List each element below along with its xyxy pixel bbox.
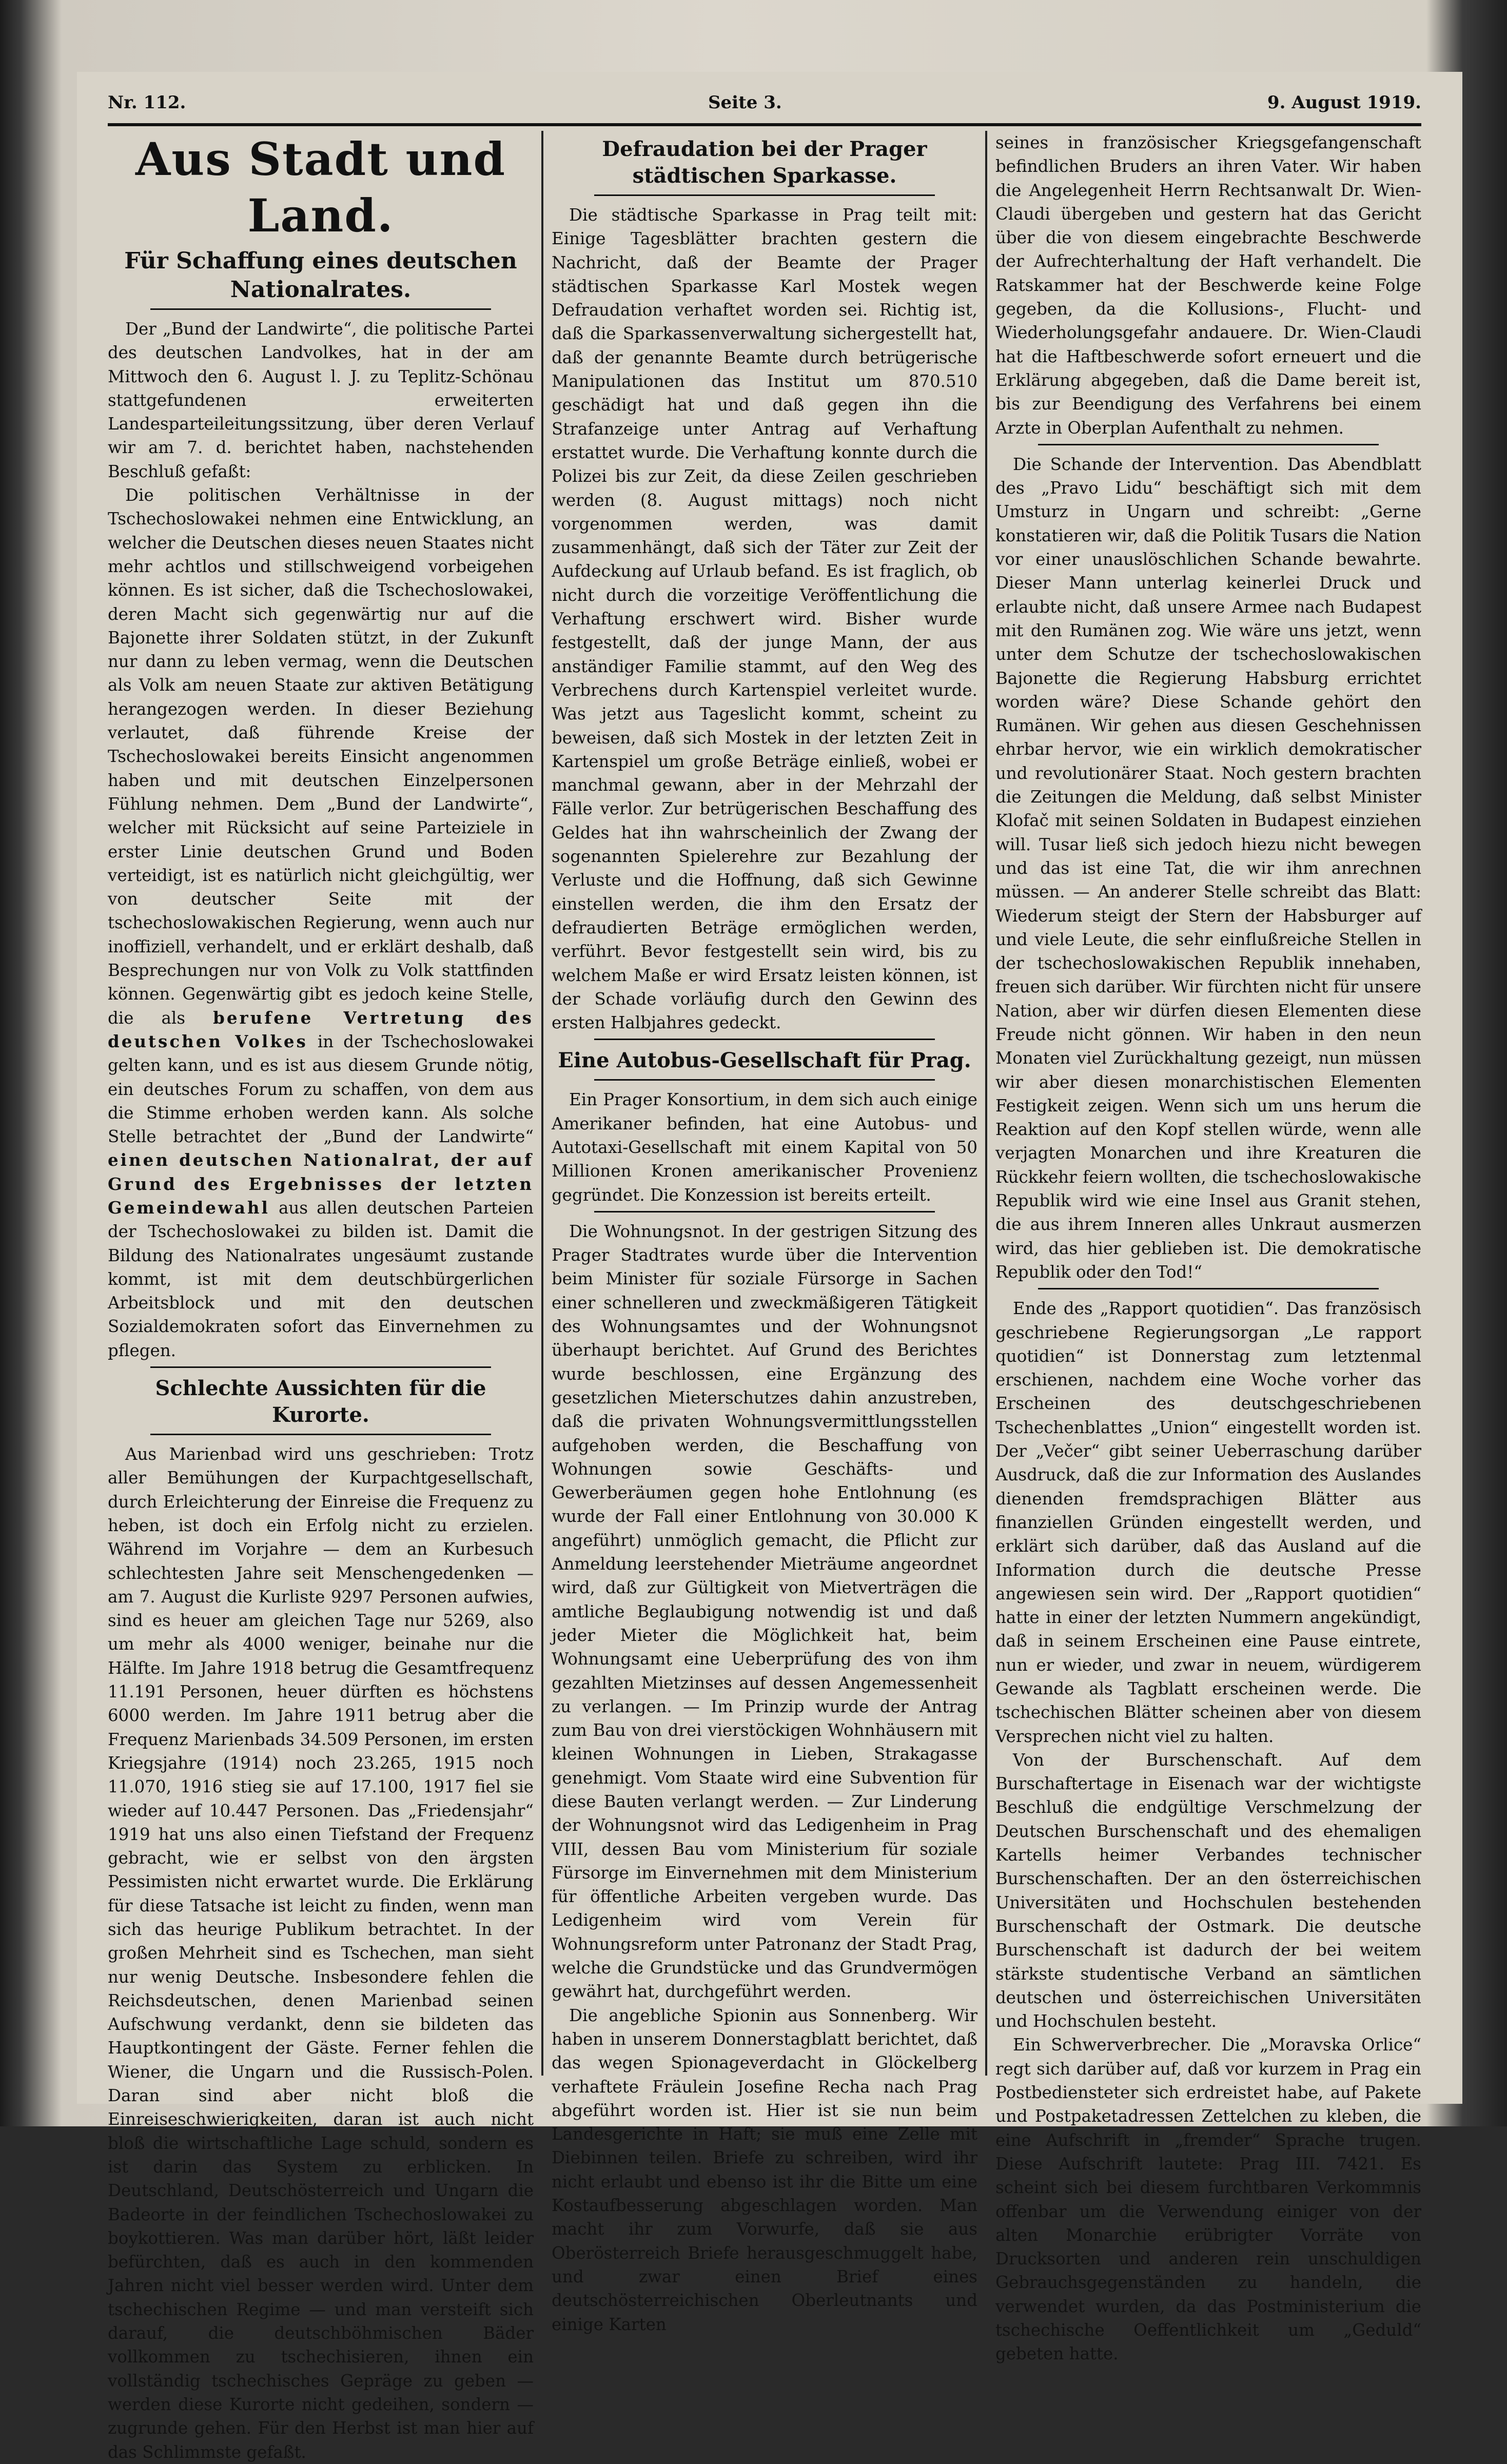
newspaper-page: [77, 72, 1462, 2462]
article-headline-kurorte: Schlechte Aussichten für die Kurorte.: [155, 1376, 486, 1427]
separator: [594, 194, 935, 196]
separator: [1038, 1288, 1379, 1289]
column-3: [995, 131, 1421, 2364]
separator: [594, 1039, 935, 1040]
article-paragraph: Von der Burschenschaft. Auf dem Burschaftertage in Eisenach war der wichtigste Beschluß die endgültige Verschmelzung der Deutschen Burschenschaft und des ehemaligen Kartells heimer Verbandes technischer Burschenschaften. Der an den österreichischen Universitäten und Hochschulen bestehenden Burschenschaft der Ostmark. Die deutsche Burschenschaft ist dadurch der bei weitem stärkste studentische Verband an sämtlichen deutschen und österreichischen Universitäten und Hochschulen besteht.: [995, 1750, 1421, 2031]
column-1: [108, 131, 534, 2462]
article-headline-autobus: Eine Autobus-Gesellschaft für Prag.: [558, 1048, 971, 1073]
section-title: Aus Stadt und Land.: [135, 132, 506, 242]
separator: [150, 308, 491, 310]
article-paragraph: Ein Prager Konsortium, in dem sich auch einige Amerikaner befinden, hat eine Autobus- und Autotaxi-Gesellschaft mit einem Kapital von 50 Millionen Kronen amerikanischer Provenienz gegründet. Die Konzession ist bereits erteilt.: [552, 1090, 977, 1205]
article-paragraph: Ende des „Rapport quotidien“. Das französisch geschriebene Regierungsorgan „Le rapport quotidien“ ist Donnerstag zum letztenmal erschienen, nachdem eine Woche vorher das Erscheinen des deutschgeschriebenen Tschechenblattes „Union“ eingestellt worden ist. Der „Večer“ gibt seiner Ueberraschung darüber Ausdruck, daß die zur Information des Auslandes dienenden fremdsprachigen Blätter aus finanziellen Gründen eingestellt werden, und erklärt sich darüber, daß das Ausland auf die Information durch die deutsche Presse angewiesen sein wird. Der „Rapport quotidien“ hatte in einer der letzten Nummern angekündigt, daß in seinem Erscheinen eine Pause eintrete, nun er wieder, und zwar in neuem, würdigerem Gewande als Tagblatt erscheinen werde. Die tschechischen Blätter scheinen aber von diesem Versprechen nicht viel zu halten.: [995, 1299, 1421, 1746]
issue-date: 9. August 1919.: [1267, 92, 1421, 113]
separator: [594, 1211, 935, 1213]
text-run: in der Tschechoslowakei gelten kann, und es ist aus diesem Grunde nötig, ein deutsches Forum zu schaffen, von dem aus die Stimme erhoben werden kann. Als solche Stelle betrachtet der „Bund der Landwirte“: [108, 1031, 534, 1147]
issue-number: Nr. 112.: [108, 92, 186, 113]
page-number: Seite 3.: [708, 92, 782, 113]
header-rule: [108, 123, 1421, 126]
text-run: Die politischen Verhältnisse in der Tschechoslowakei nehmen eine Entwicklung, an welcher die Deutschen dieses neuen Staates nicht mehr achtlos und stillschweigend vorbeigehen können. Es ist sicher, daß die Tschechoslowakei, deren Macht sich gegenwärtig nur auf die Bajonette ihrer Soldaten stützt, in der Zukunft nur dann zu leben vermag, wenn die Deutschen als Volk am neuen Staate zur aktiven Betätigung herangezogen werden. In dieser Beziehung verlautet, daß führende Kreise der Tschechoslowakei bereits Einsicht angenommen haben und mit deutschen Einzelpersonen Fühlung nehmen. Dem „Bund der Landwirte“, welcher mit Rücksicht auf seine Parteiziele in erster Linie deutschen Grund und Boden verteidigt, ist es natürlich nicht gleichgültig, wer von deutscher Seite mit der tschechoslowakischen Regierung, wenn auch nur inoffiziell, verhandelt, und er erklärt deshalb, daß Besprechungen nur von Volk zu Volk stattfinden können. Gegenwärtig gibt es jedoch keine Stelle, die als: [108, 485, 534, 1028]
separator: [150, 1366, 491, 1368]
article-paragraph: [108, 483, 534, 1362]
article-headline-defraudation: Defraudation bei der Prager städtischen Sparkasse.: [602, 137, 927, 188]
article-headline-nationalrat: Für Schaffung eines deutschen Nationalrates.: [124, 248, 517, 303]
article-paragraph: Die städtische Sparkasse in Prag teilt mit: Einige Tagesblätter brachten gestern die Nachricht, daß der Beamte der Prager städtischen Sparkasse Karl Mostek wegen Defraudation verhaftet worden sei. Richtig ist, daß die Sparkassenverwaltung sichergestellt hat, daß der genannte Beamte durch betrügerische Manipulationen das Institut um 870.510 geschädigt hat und daß gegen ihn die Strafanzeige unter Antrag auf Verhaftung erstattet wurde. Die Verhaftung konnte durch die Polizei bis zur Zeit, da diese Zeilen geschrieben werden (8. August mittags) noch nicht vorgenommen werden, was damit zusammenhängt, daß sich der Täter zur Zeit der Aufdeckung auf Urlaub befand. Es ist fraglich, ob nicht durch die vorzeitige Veröffentlichung die Verhaftung erschwert wird. Bisher wurde festgestellt, daß der junge Mann, der aus anständiger Familie stammt, auf den Weg des Verbrechens durch Kartenspiel verleitet wurde. Was jetzt aus Tageslicht kommt, scheint zu beweisen, daß sich Mostek in der letzten Zeit in Kartenspiel um große Beträge einließ, wobei er manchmal gewann, aber in der Mehrzahl der Fälle verlor. Zur betrügerischen Beschaffung des Geldes hat ihn wahrscheinlich der Zwang der sogenannten Spielerehre zur Bezahlung der Verluste und die Hoffnung, daß sich Gewinne einstellen werden, die ihm den Ersatz der defraudierten Beträge ermöglichen werden, verführt. Bevor festgestellt sein wird, bis zu welchem Maße er wird Ersatz leisten können, ist der Schade vorläufig durch den Gewinn des ersten Halbjahres gedeckt.: [552, 205, 977, 1033]
column-rule-1: [541, 131, 543, 2076]
article-paragraph: Ein Schwerverbrecher. Die „Moravska Orlice“ regt sich darüber auf, daß vor kurzem in Prag ein Postbediensteter sich erdreistet habe, auf Pakete und Postpaketadressen Zettelchen zu kleben, die eine Aufschrift in „fremder“ Sprache trugen. Diese Aufschrift lautete: Prag III. 7421. Es scheint sich bei diesem furchtbaren Verkommnis offenbar um die Verwendung einiger von der alten Monarchie erübrigter Vorräte von Drucksorten und anderen rein unschuldigen Gebrauchsgegenständen zu handeln, die verwendet wurden, da das Postministerium die tschechische Oeffentlichkeit um „Geduld“ gebeten hatte.: [995, 2035, 1421, 2364]
page-header: [108, 87, 1421, 118]
article-paragraph: seines in französischer Kriegsgefangenschaft befindlichen Bruders an ihren Vater. Wir haben die Angelegenheit Herrn Rechtsanwalt Dr. Wien-Claudi übergeben und gestern hat das Gericht über die von diesem eingebrachte Beschwerde der Aufrechterhaltung der Haft verhandelt. Die Ratskammer hat der Beschwerde keine Folge gegeben, da die Kollusions-, Flucht- und Wiederholungsgefahr andauere. Dr. Wien-Claudi hat die Haftbeschwerde sofort erneuert und die Erklärung abgegeben, daß die Dame bereit ist, bis zur Beendigung des Verfahrens bei einem Arzte in Oberplan Aufenthalt zu nehmen.: [995, 133, 1421, 438]
emphasis-text: einen deutschen Nationalrat, der auf Grund des Ergebnisses der letzten Gemeindewahl: [108, 1150, 534, 1218]
column-2: [552, 131, 977, 2334]
article-paragraph: Der „Bund der Landwirte“, die politische Partei des deutschen Landvolkes, hat in der am Mittwoch den 6. August l. J. zu Teplitz-Schönau stattgefundenen erweiterten Landesparteileitungssitzung, über deren Verlauf wir am 7. d. berichtet haben, nachstehenden Beschluß gefaßt:: [108, 319, 534, 481]
article-paragraph: Aus Marienbad wird uns geschrieben: Trotz aller Bemühungen der Kurpachtgesellschaft, durch Erleichterung der Einreise die Frequenz zu heben, ist doch ein Erfolg nicht zu erzielen. Während im Vorjahre — dem an Kurbesuch schlechtesten Jahre seit Menschengedenken — am 7. August die Kurliste 9297 Personen aufwies, sind es heuer am gleichen Tage nur 5269, also um mehr als 4000 weniger, beinahe nur die Hälfte. Im Jahre 1918 betrug die Gesamtfrequenz 11.191 Personen, heuer dürften es höchstens 6000 werden. Im Jahre 1911 betrug aber die Frequenz Marienbads 34.509 Personen, im ersten Kriegsjahre (1914) noch 23.265, 1915 noch 11.070, 1916 stieg sie auf 17.100, 1917 fiel sie wieder auf 10.447 Personen. Das „Friedensjahr“ 1919 hat uns also einen Tiefstand der Frequenz gebracht, wie er selbst von den ärgsten Pessimisten nicht erwartet wurde. Die Erklärung für diese Tatsache ist leicht zu finden, wenn man sich das heurige Publikum betrachtet. In der großen Mehrheit sind es Tschechen, man sieht nur wenig Deutsche. Insbesondere fehlen die Reichsdeutschen, denen Marienbad seinen Aufschwung verdankt, denn sie bildeten das Hauptkontingent der Gäste. Ferner fehlen die Wiener, die Ungarn und die Russisch-Polen. Daran sind aber nicht bloß die Einreiseschwierigkeiten, daran ist auch nicht bloß die wirtschaftliche Lage schuld, sondern es ist darin das System zu erblicken. In Deutschland, Deutschösterreich und Ungarn die Badeorte in der feindlichen Tschechoslowakei zu boykottieren. Was man darüber hört, läßt leider befürchten, daß es auch in den kommenden Jahren nicht viel besser werden wird. Unter dem tschechischen Regime — und man versteift sich darauf, die deutschböhmischen Bäder vollkommen zu tschechisieren, ihnen ein vollständig tschechisches Gepräge zu geben — werden diese Kurorte nicht gedeihen, sondern — zugrunde gehen. Für den Herbst ist man hier auf das Schlimmste gefaßt.: [108, 1444, 534, 2462]
separator: [594, 1079, 935, 1081]
emphasis-text: berufene Vertretung des deutschen Volkes: [108, 1007, 534, 1051]
separator: [150, 1434, 491, 1435]
article-paragraph: Die Schande der Intervention. Das Abendblatt des „Pravo Lidu“ beschäftigt sich mit dem Umsturz in Ungarn und schreibt: „Gerne konstatieren wir, daß die Politik Tusars die Nation vor einer unauslöschlichen Schande bewahrte. Dieser Mann unterlag keinerlei Druck und erlaubte nicht, daß unsere Armee nach Budapest mit den Rumänen zog. Wie wäre uns jetzt, wenn unter dem Schutze der tschechoslowakischen Bajonette die Regierung Habsburg errichtet worden wäre? Diese Schande gehört den Rumänen. Wir gehen aus diesen Geschehnissen ehrbar hervor, wie ein wirklich demokratischer und revolutionärer Staat. Noch gestern brachten die Zeitungen die Meldung, daß selbst Minister Klofač mit seinen Soldaten in Budapest einziehen will. Tusar ließ sich jedoch hiezu nicht bewegen und das ist eine Tat, die wir ihm anrechnen müssen. — An anderer Stelle schreibt das Blatt: Wiederum steigt der Stern der Habsburger auf und viele Leute, die sehr einflußreiche Stellen in der tschechoslowakischen Republik innehaben, freuen sich darüber. Wir fürchten nicht für unsere Nation, aber wir dürfen diesen Elementen diese Freude nicht gönnen. Wir haben in den neun Monaten viel Zurückhaltung gezeigt, nun müssen wir aber diesen monarchistischen Elementen Festigkeit zeigen. Wenn sich um uns herum die Reaktion auf den Kopf stellen würde, wenn alle verjagten Monarchen und ihre Kreaturen die Rückkehr feiern wollten, die tschechoslowakische Republik wird wie eine Insel aus Granit stehen, die aus ihrem Inneren alles Unkraut ausmerzen wird, das hier geblieben ist. Die demokratische Republik oder den Tod!“: [995, 454, 1421, 1282]
article-paragraph: Die Wohnungsnot. In der gestrigen Sitzung des Prager Stadtrates wurde über die Intervention beim Minister für soziale Fürsorge in Sachen einer schnelleren und zweckmäßigeren Tätigkeit des Wohnungsamtes und der Wohnungsnot überhaupt berichtet. Auf Grund des Berichtes wurde beschlossen, eine Ergänzung des gesetzlichen Mieterschutzes dahin anzustreben, daß die privaten Wohnungsvermittlungsstellen aufgehoben werden, die Beschaffung von Wohnungen sowie Geschäfts- und Gewerberäumen gegen hohe Entlohnung (es wurde der Fall einer Entlohnung von 30.000 K angeführt) unmöglich gemacht, die Pflicht zur Anmeldung leerstehender Mieträume angeordnet wird, daß zur Gültigkeit von Mietverträgen die amtliche Beglaubigung notwendig ist und daß jeder Mieter die Möglichkeit hat, beim Wohnungsamt eine Ueberprüfung des von ihm gezahlten Mietzinses auf dessen Angemessenheit zu verlangen. — Im Prinzip wurde der Antrag zum Bau von drei vierstöckigen Wohnhäusern mit kleinen Wohnungen in Lieben, Strakagasse genehmigt. Vom Staate wird eine Subvention für diese Bauten verlangt werden. — Zur Linderung der Wohnungsnot wird das Ledigenheim in Prag VIII, dessen Bau vom Ministerium für soziale Fürsorge im Einvernehmen mit dem Ministerium für öffentliche Arbeiten vergeben wurde. Das Ledigenheim wird vom Verein für Wohnungsreform unter Patronanz der Stadt Prag, welche die Grundstücke und das Grundvermögen gewährt hat, durchgeführt werden.: [552, 1221, 977, 2002]
separator: [1038, 444, 1379, 445]
article-paragraph: Die angebliche Spionin aus Sonnenberg. Wir haben in unserem Donnerstagblatt berichtet, daß das wegen Spionageverdacht in Glöckelberg verhaftete Fräulein Josefine Recha nach Prag abgeführt worden ist. Hier ist sie nun beim Landesgerichte in Haft; sie muß eine Zelle mit Diebinnen teilen. Briefe zu schreiben, wird ihr nicht erlaubt und ebenso ist ihr die Bitte um eine Kostaufbesserung abgeschlagen worden. Man macht ihr zum Vorwurfe, daß sie aus Oberösterreich Briefe herausgeschmuggelt habe, und zwar einen Brief eines deutschösterreichischen Oberleutnants und einige Karten: [552, 2005, 977, 2334]
column-rule-2: [985, 131, 987, 2076]
text-run: aus allen deutschen Parteien der Tschechoslowakei zu bilden ist. Damit die Bildung des Nationalrates ungesäumt zustande kommt, ist mit dem deutschbürgerlichen Arbeitsblock und mit den deutschen Sozialdemokraten sofort das Einvernehmen zu pflegen.: [108, 1198, 534, 1360]
